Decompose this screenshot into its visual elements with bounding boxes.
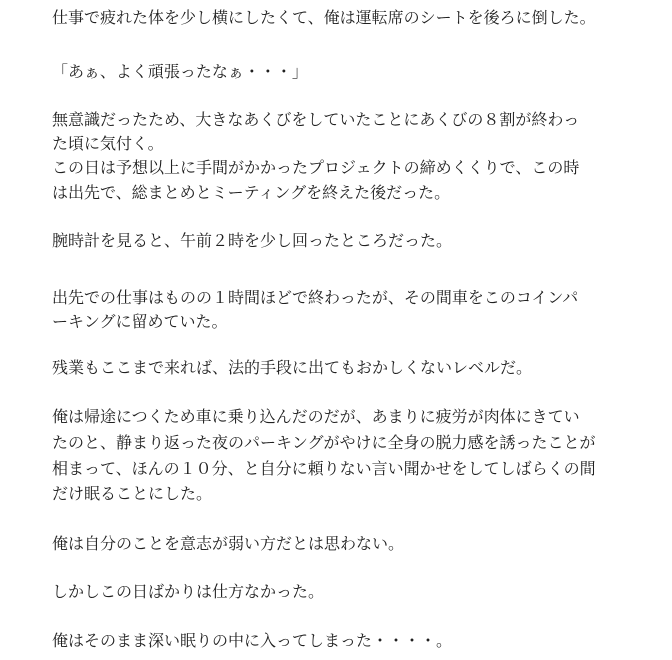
paragraph-line: は出先で、総まとめとミーティングを終えた後だった。 <box>52 183 451 202</box>
paragraph-line: 仕事で疲れた体を少し横にしたくて、俺は運転席のシートを後ろに倒した。 <box>52 8 596 27</box>
paragraph-line: 俺はそのまま深い眠りの中に入ってしまった・・・・。 <box>52 631 453 650</box>
paragraph-line: この日は予想以上に手間がかかったプロジェクトの締めくくりで、この時 <box>52 158 580 177</box>
paragraph-line: ーキングに留めていた。 <box>52 312 228 331</box>
paragraph-line: たのと、静まり返った夜のパーキングがやけに全身の脱力感を誘ったことが <box>52 433 596 452</box>
paragraph-line: 無意識だったため、大きなあくびをしていたことにあくびの８割が終わっ <box>52 110 580 129</box>
paragraph-line: 俺は帰途につくため車に乗り込んだのだが、あまりに疲労が肉体にきてい <box>52 407 580 426</box>
paragraph-line: だけ眠ることにした。 <box>52 484 213 503</box>
paragraph-line: 相まって、ほんの１０分、と自分に頼りない言い聞かせをしてしばらくの間 <box>52 459 596 478</box>
paragraph-line: た頃に気付く。 <box>52 134 164 153</box>
paragraph-line: 残業もここまで来れば、法的手段に出てもおかしくないレベルだ。 <box>52 358 533 377</box>
paragraph-line: 「あぁ、よく頑張ったなぁ・・・」 <box>52 62 308 81</box>
paragraph-line: 腕時計を見ると、午前２時を少し回ったところだった。 <box>52 231 453 250</box>
paragraph-line: 出先での仕事はものの１時間ほどで終わったが、その間車をこのコインパ <box>52 288 579 307</box>
paragraph-line: しかしこの日ばかりは仕方なかった。 <box>52 582 325 601</box>
paragraph-line: 俺は自分のことを意志が弱い方だとは思わない。 <box>52 534 405 553</box>
